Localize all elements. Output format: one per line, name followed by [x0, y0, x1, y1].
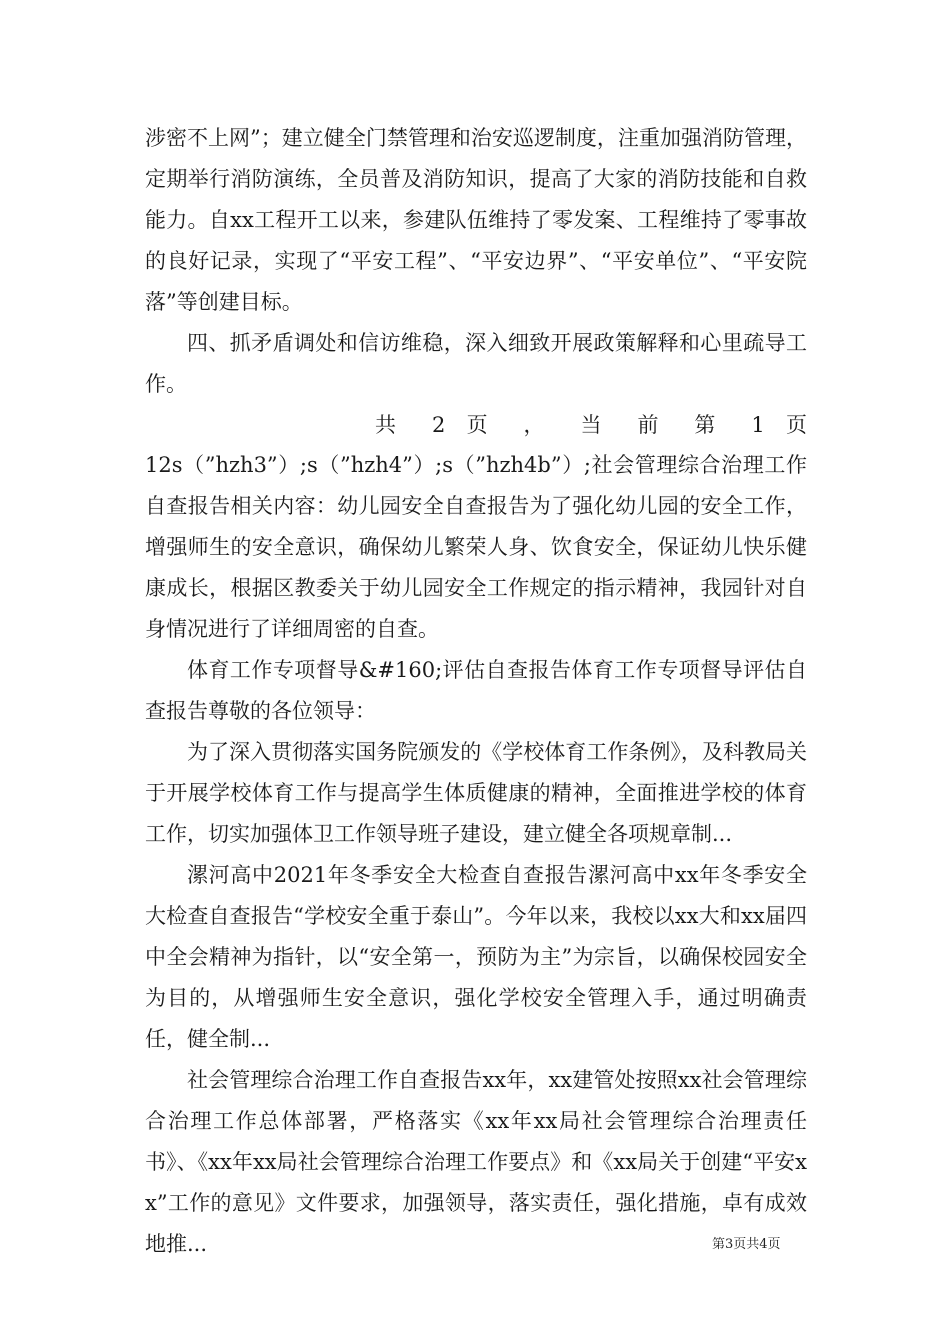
document-body: [145, 118, 807, 1265]
paragraph: 四、抓矛盾调处和信访维稳，深入细致开展政策解释和心里疏导工作。: [145, 331, 807, 396]
paragraph: 体育工作专项督导&#160;评估自查报告体育工作专项督导评估自查报告尊敬的各位领导：: [145, 658, 807, 723]
paragraph: 漯河高中2021年冬季安全大检查自查报告漯河高中xx年冬季安全大检查自查报告“学校安全重于泰山”。今年以来，我校以xx大和xx届四中全会精神为指针，以“安全第一，预防为主”为宗旨，以确保校园安全为目的，从增强师生安全意识，强化学校安全管理入手，通过明确责任，健全制...: [145, 863, 807, 1051]
page-indicator: 共 2 页 ， 当 前 第 1 页: [375, 413, 807, 437]
paragraph: 涉密不上网”；建立健全门禁管理和治安巡逻制度，注重加强消防管理，定期举行消防演练，全员普及消防知识，提高了大家的消防技能和自救能力。自xx工程开工以来，参建队伍维持了零发案、工程维持了零事故的良好记录，实现了“平安工程”、“平安边界”、“平安单位”、“平安院落”等创建目标。: [145, 126, 807, 314]
page-footer: 第3页共4页: [712, 1237, 781, 1252]
paragraph: 12s（”hzh3”）;s（”hzh4”）;s（”hzh4b”）;社会管理综合治理工作自查报告相关内容：幼儿园安全自查报告为了强化幼儿园的安全工作，增强师生的安全意识，确保幼儿繁荣人身、饮食安全，保证幼儿快乐健康成长，根据区教委关于幼儿园安全工作规定的指示精神，我园针对自身情况进行了详细周密的自查。: [145, 453, 807, 641]
paragraph: 社会管理综合治理工作自查报告xx年，xx建管处按照xx社会管理综合治理工作总体部署，严格落实《xx年xx局社会管理综合治理责任书》、《xx年xx局社会管理综合治理工作要点》和《xx局关于创建“平安xx”工作的意见》文件要求，加强领导，落实责任，强化措施，卓有成效地推...: [145, 1068, 807, 1256]
paragraph: 为了深入贯彻落实国务院颁发的《学校体育工作条例》，及科教局关于开展学校体育工作与提高学生体质健康的精神，全面推进学校的体育工作，切实加强体卫工作领导班子建设，建立健全各项规章制...: [145, 740, 807, 846]
